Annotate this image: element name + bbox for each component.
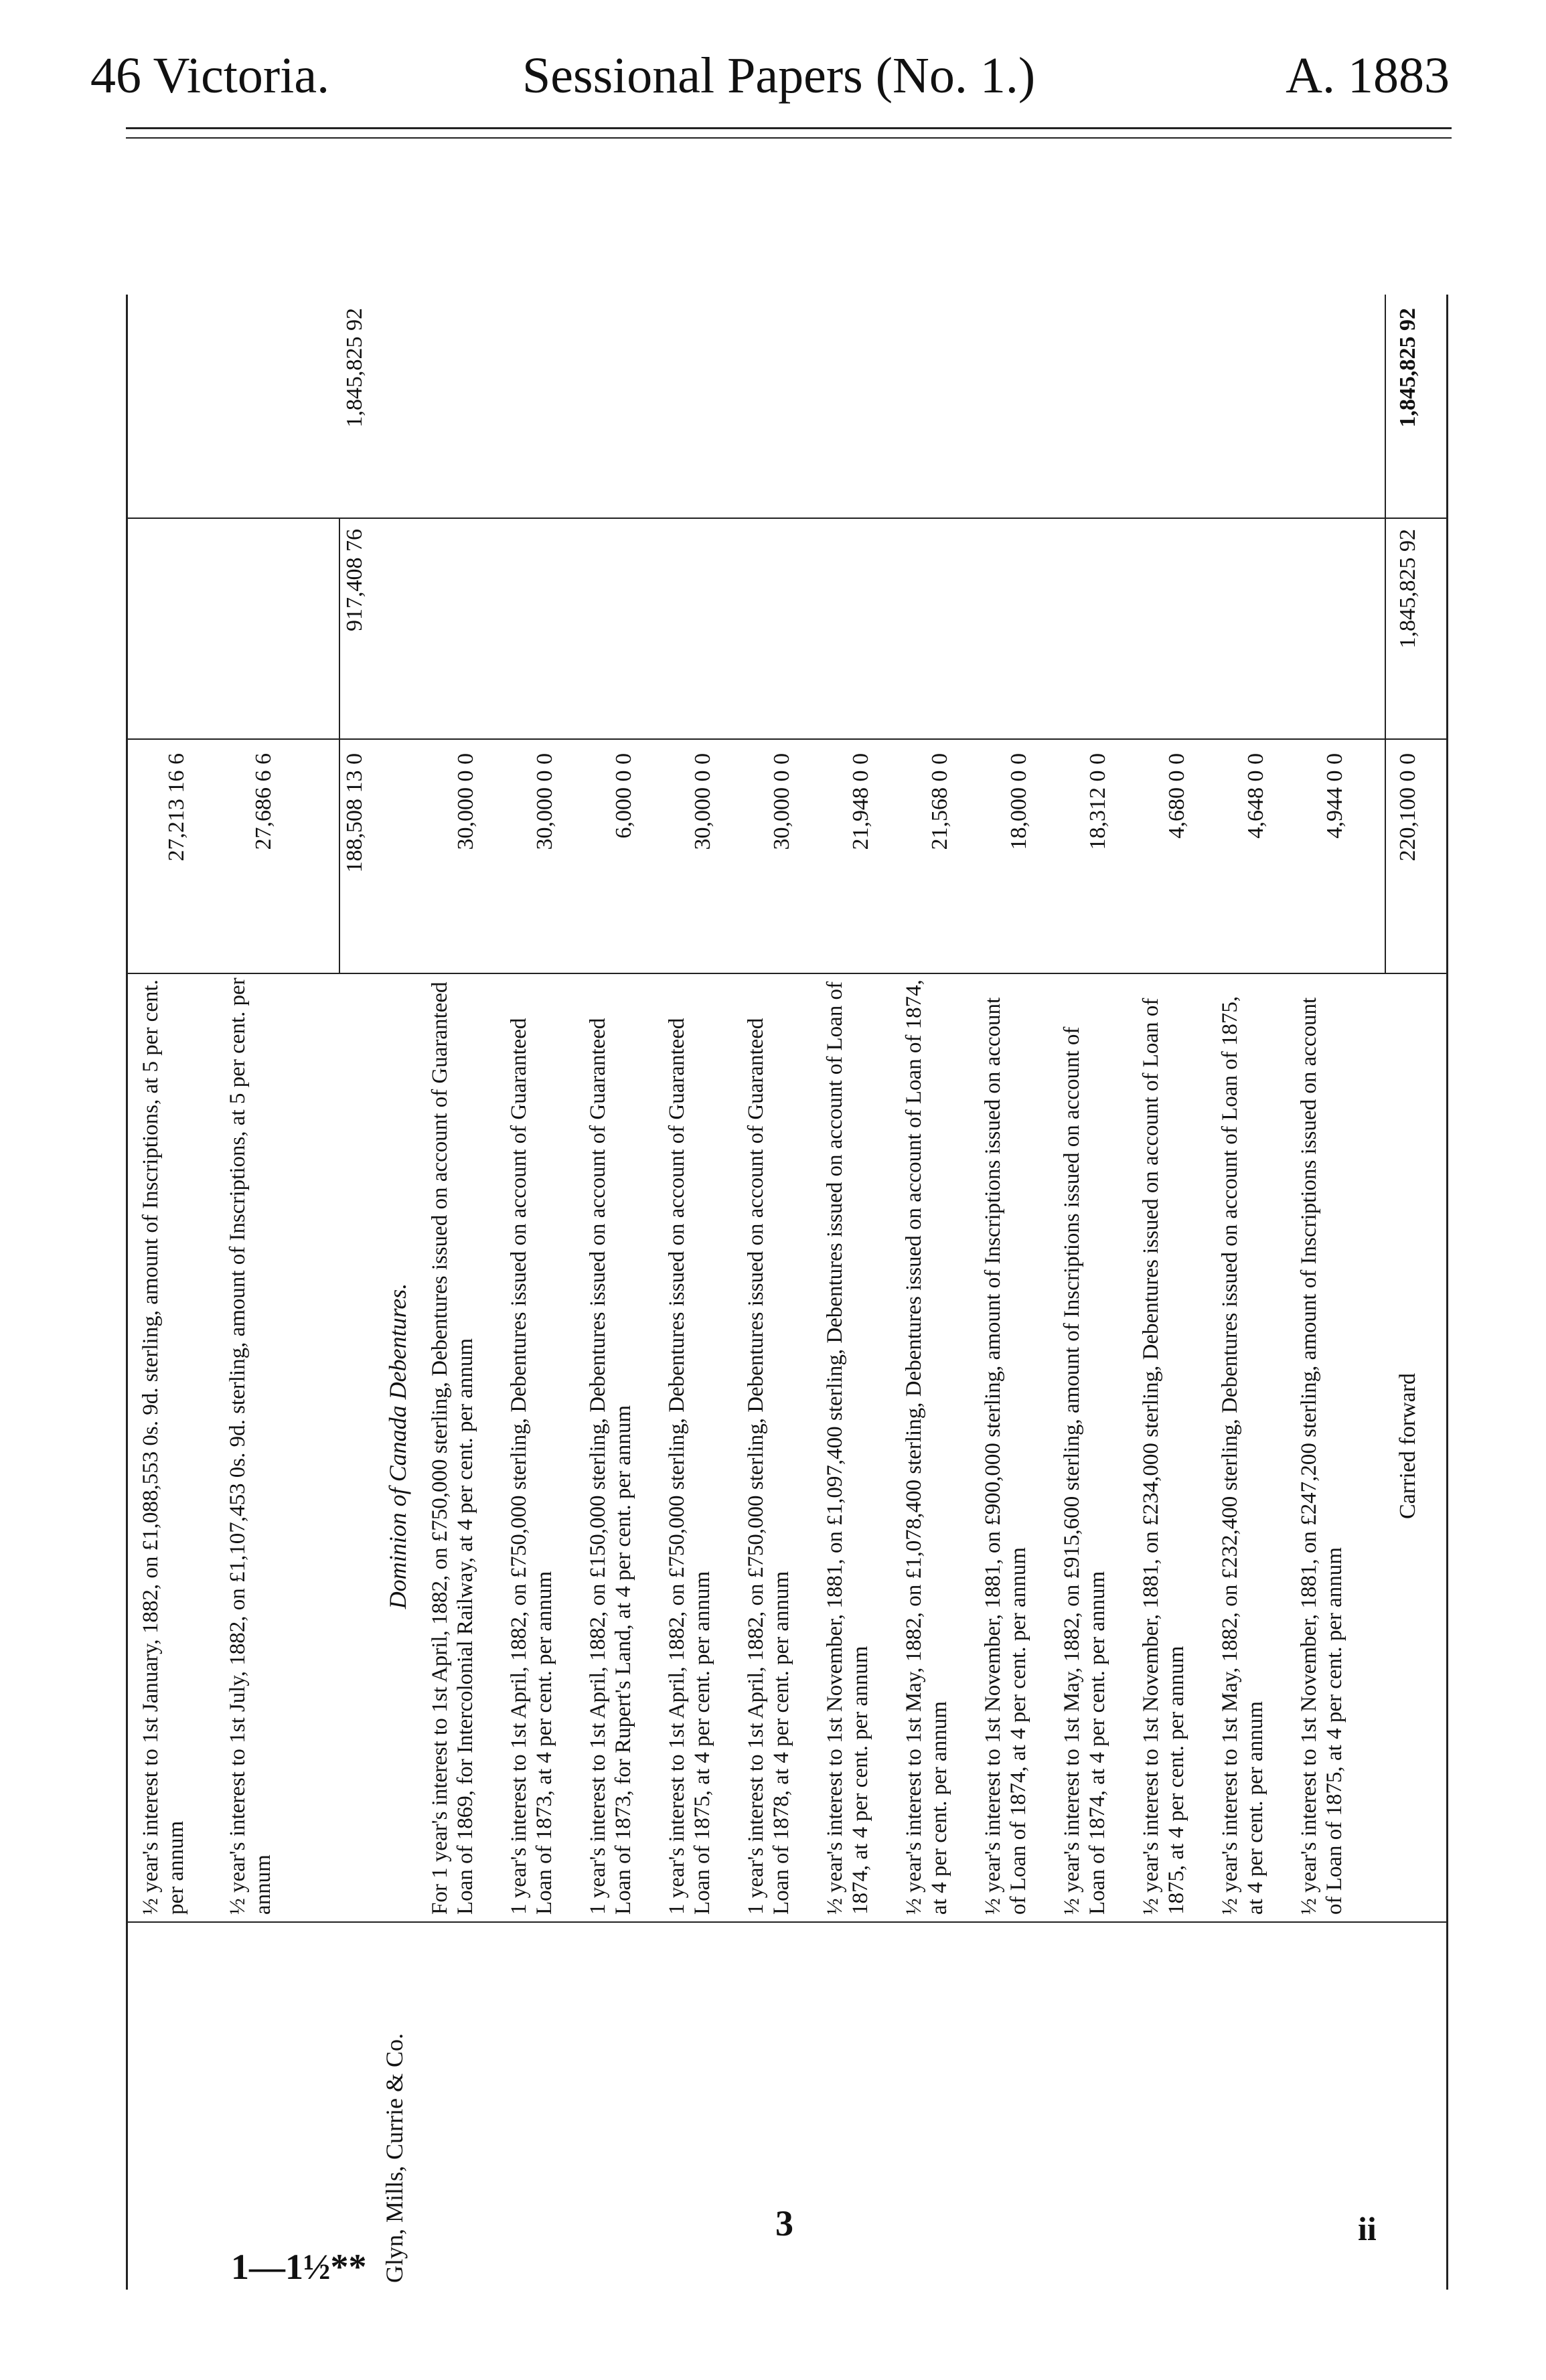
total-right: 1,845,825 92 [342,308,367,428]
subtotal-917: 917,408 76 [342,529,367,631]
entry-amount: 18,312 0 0 [1085,753,1110,850]
header-double-rule [126,127,1452,139]
ledger-table [126,295,1448,2290]
carried-rule [1385,295,1386,974]
entry-description: ½ year's interest to 1st November, 1881, on £1,097,400 sterling, Debentures issued on account of Loan of 1874, at 4 per cent. per annum [823,981,872,1915]
column-rule-amt1 [126,738,1448,740]
carried-total: 1,845,825 92 [1395,308,1420,428]
table-rule-top [126,295,128,2290]
entry-description: ½ year's interest to 1st November, 1881, on £247,200 sterling, amount of Inscriptions issued on account of Loan of 1875, at 4 per cent. per annum [1297,997,1346,1915]
carried-forward-label: Carried forward [1395,1372,1420,1520]
section-subheading: Dominion of Canada Debentures. [384,1283,411,1609]
entry-amount: 4,944 0 0 [1322,753,1347,839]
table-rule-bottom [1446,295,1448,2290]
header-center: Sessional Papers (No. 1.) [522,48,1036,104]
entry-amount: 30,000 0 0 [453,753,478,850]
entry-description: 1 year's interest to 1st April, 1882, on £750,000 sterling, Debentures issued on account of Guaranteed Loan of 1875, at 4 per cent. per annum [665,1018,714,1915]
entry-amount: 4,648 0 0 [1243,753,1268,839]
entry-description: For 1 year's interest to 1st April, 1882, on £750,000 sterling, Debentures issued on account of Guaranteed Loan of 1869, for Intercolonial Railway, at 4 per cent. per annum [428,981,477,1915]
entry-description: 1 year's interest to 1st April, 1882, on £750,000 sterling, Debentures issued on account of Guaranteed Loan of 1878, at 4 per cent. per annum [744,1018,793,1915]
entry-description: ½ year's interest to 1st May, 1882, on £1,078,400 sterling, Debentures issued on account of Loan of 1874, at 4 per cent. per annum [902,979,951,1915]
entry-description: 1 year's interest to 1st April, 1882, on £150,000 sterling, Debentures issued on account of Guaranteed Loan of 1873, for Rupert's Land, at 4 per cent. per annum [586,1018,635,1915]
subtotal-rule [339,519,340,974]
page-header [90,40,1450,114]
entry-amount: 21,948 0 0 [848,753,873,850]
entry-description: ½ year's interest to 1st November, 1881, on £900,000 sterling, amount of Inscriptions issued on account of Loan of 1874, at 4 per cent. per annum [981,997,1030,1915]
subtotal-amount: 188,508 13 0 [342,753,367,873]
entry-amount: 27,213 16 6 [164,753,189,862]
entry-description: 1 year's interest to 1st April, 1882, on £750,000 sterling, Debentures issued on account of Guaranteed Loan of 1873, at 4 per cent. per annum [507,1018,556,1915]
footer-signature-mark: 1—1½** [231,2247,367,2287]
entry-description: ½ year's interest to 1st May, 1882, on £232,400 sterling, Debentures issued on account of Loan of 1875, at 4 per cent. per annum [1218,996,1267,1915]
entry-amount: 18,000 0 0 [1006,753,1031,850]
header-right: A. 1883 [1286,48,1450,104]
entry-description: ½ year's interest to 1st January, 1882, on £1,088,553 0s. 9d. sterling, amount of Inscriptions, at 5 per cent. per annum [139,979,188,1915]
carried-917: 1,845,825 92 [1395,529,1420,649]
entry-amount: 30,000 0 0 [690,753,715,850]
column-rule-amt2 [126,518,1448,519]
carried-amount: 220,100 0 0 [1395,753,1420,862]
footer-page-number: 3 [775,2203,793,2243]
footer-right-mark: ii [1358,2210,1377,2247]
payee-name: Glyn, Mills, Currie & Co. [381,2033,408,2283]
column-rule-payee [126,1921,1448,1923]
header-left: 46 Victoria. [90,48,330,104]
entry-amount: 6,000 0 0 [611,753,636,839]
entry-amount: 27,686 6 6 [251,753,276,850]
entry-amount: 30,000 0 0 [532,753,557,850]
entry-amount: 21,568 0 0 [927,753,952,850]
entry-amount: 30,000 0 0 [769,753,794,850]
column-rule-desc [126,973,1448,974]
entry-description: ½ year's interest to 1st May, 1882, on £915,600 sterling, amount of Inscriptions issued on account of Loan of 1874, at 4 per cent. per annum [1060,1026,1109,1915]
entry-amount: 4,680 0 0 [1164,753,1189,839]
entry-description: ½ year's interest to 1st November, 1881, on £234,000 sterling, Debentures issued on account of Loan of 1875, at 4 per cent. per annum [1139,998,1188,1915]
entry-description: ½ year's interest to 1st July, 1882, on £1,107,453 0s. 9d. sterling, amount of Inscriptions, at 5 per cent. per annum [226,977,275,1915]
